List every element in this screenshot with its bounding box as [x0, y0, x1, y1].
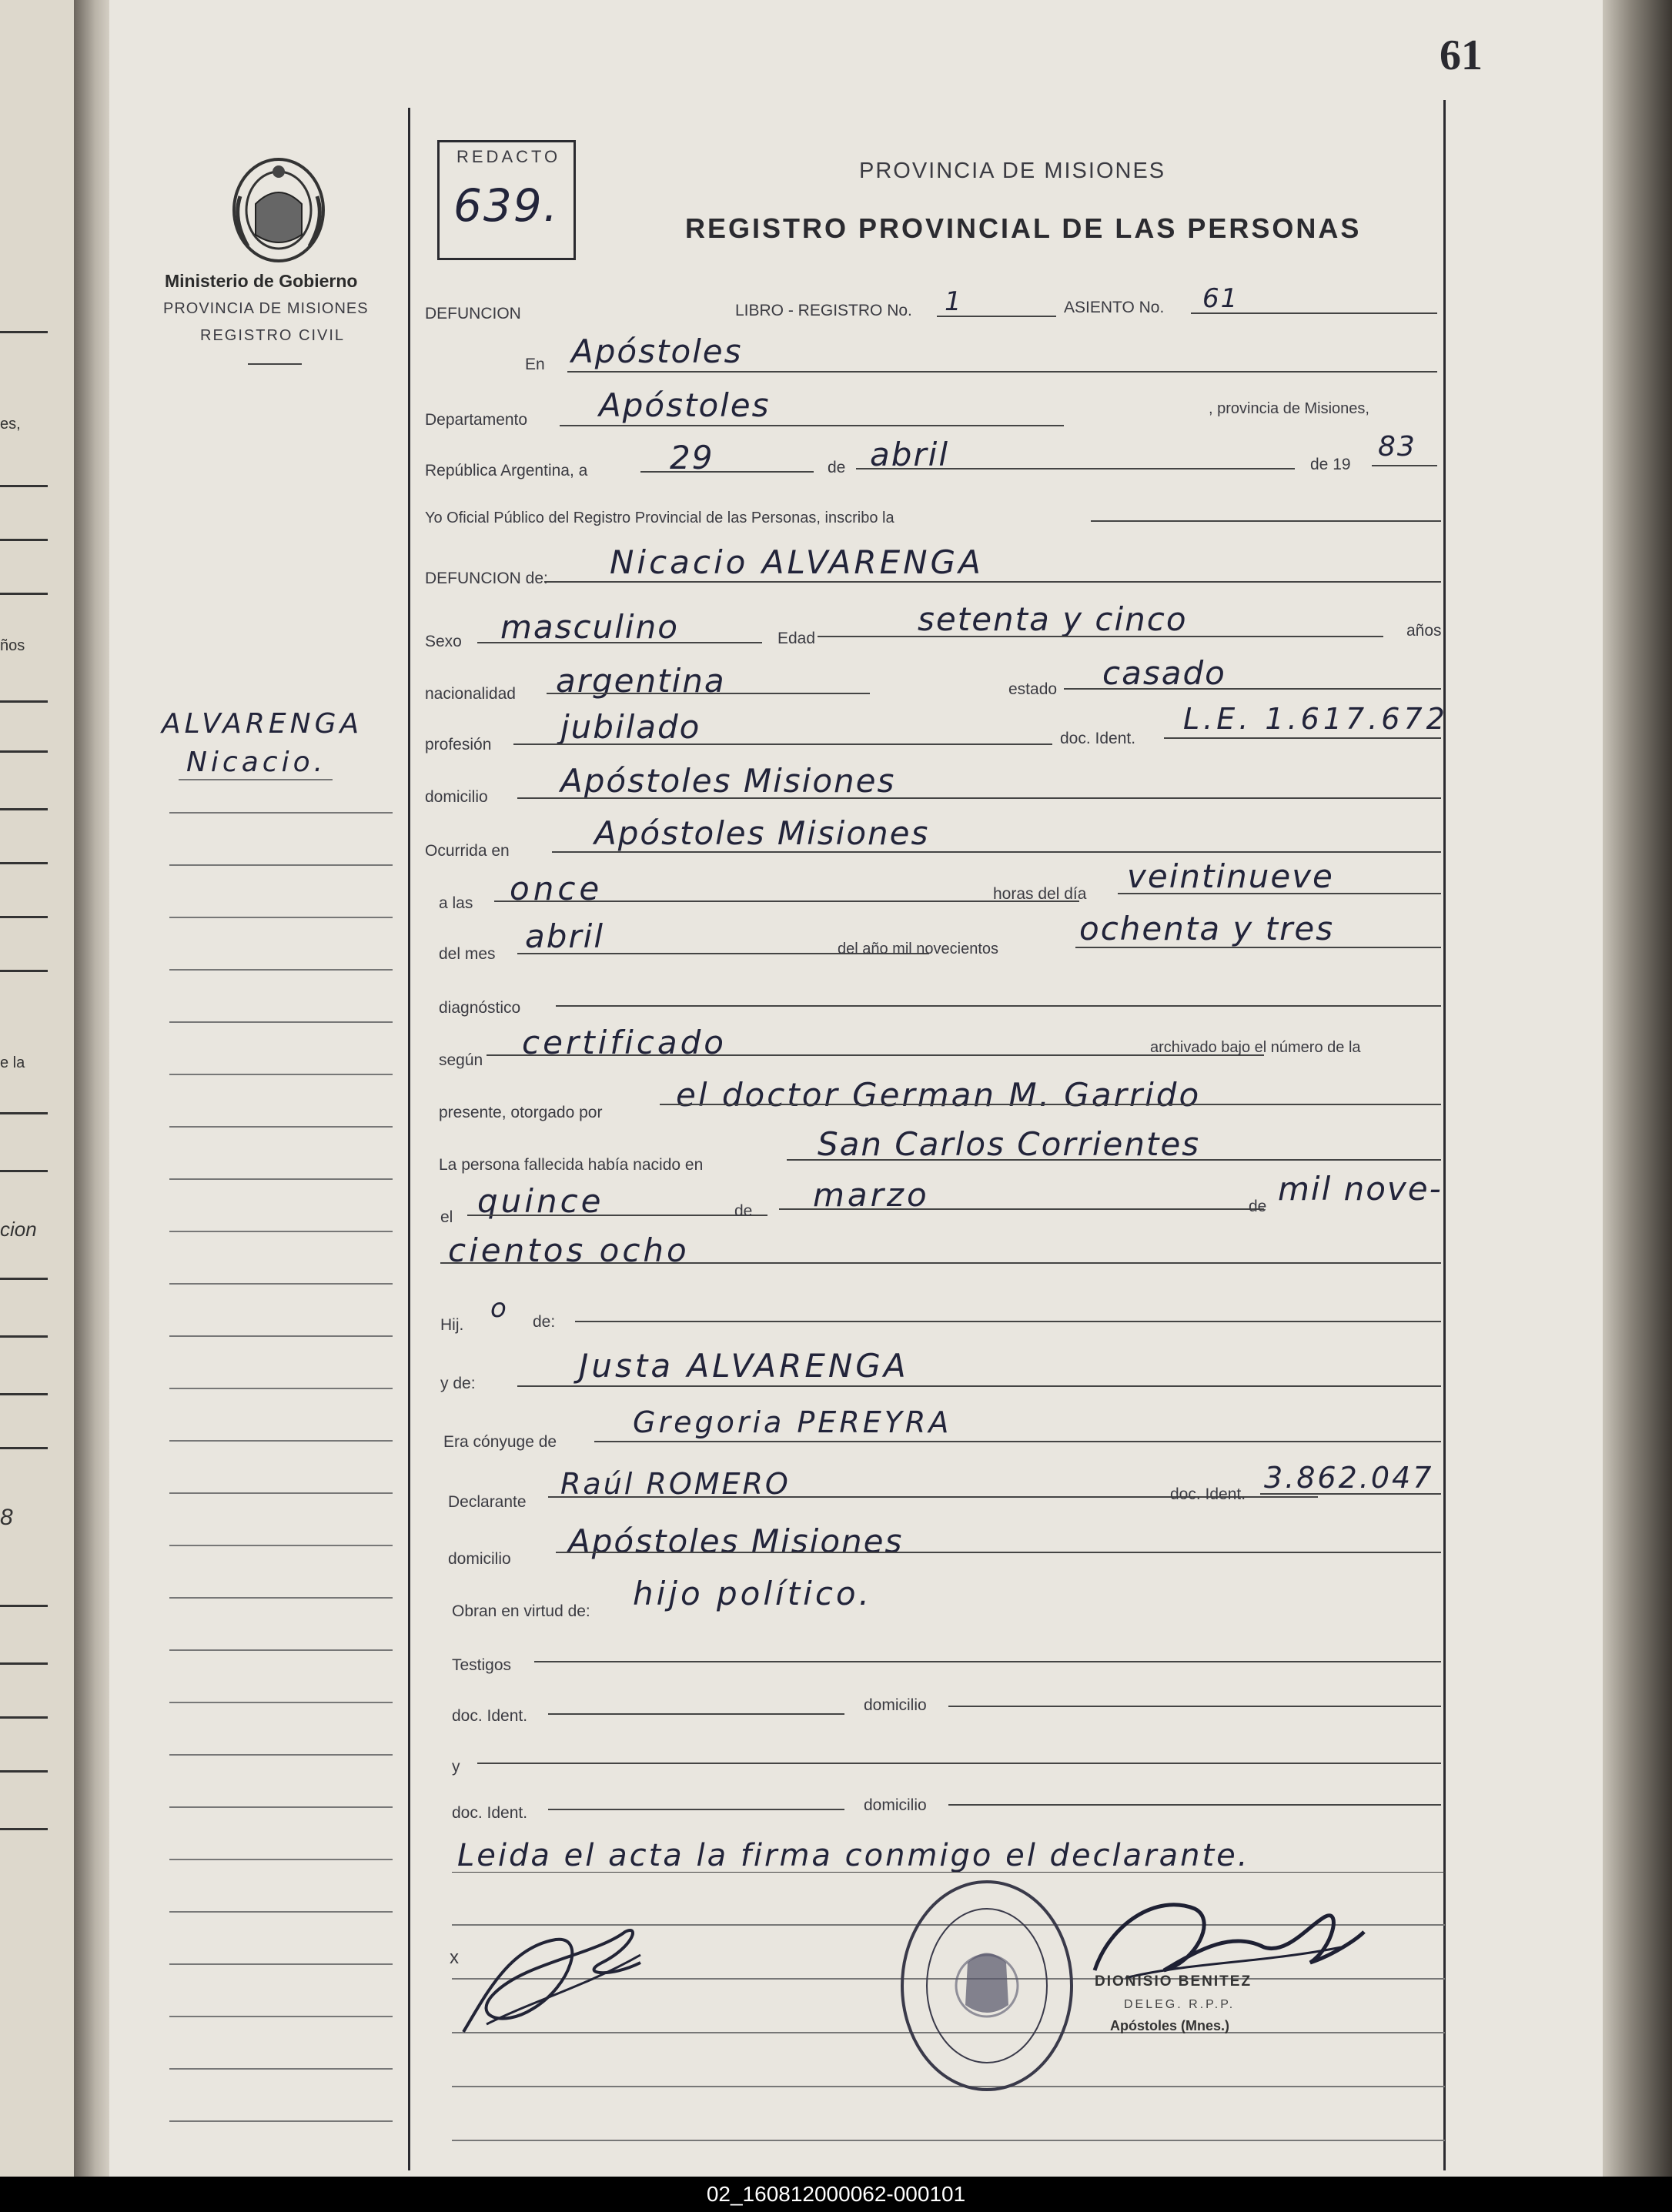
hijo-underline — [575, 1321, 1441, 1322]
de-label-3: de — [1249, 1198, 1267, 1215]
left-page-fragment: ños — [0, 637, 25, 654]
stamp-role: DELEG. R.P.P. — [1124, 1998, 1236, 2011]
edad-value: setenta y cinco — [918, 600, 1188, 638]
doc-ident-3-label: doc. Ident. — [452, 1707, 528, 1725]
nombre-underline — [544, 581, 1441, 583]
left-page-rule — [0, 1112, 48, 1114]
domicilio-underline — [517, 797, 1441, 799]
segun-value: certificado — [522, 1024, 727, 1061]
mes-nac-underline — [779, 1208, 1264, 1210]
margin-rule — [169, 1126, 393, 1128]
title-province: PROVINCIA DE MISIONES — [859, 159, 1166, 183]
mes-underline — [856, 468, 1295, 469]
ministry-province: PROVINCIA DE MISIONES — [163, 300, 369, 317]
presente-label: presente, otorgado por — [439, 1104, 603, 1121]
lugar-nac-value: San Carlos Corrientes — [818, 1125, 1201, 1163]
domicilio-decl-underline — [556, 1552, 1441, 1553]
margin-rule — [169, 2016, 393, 2017]
estado-label: estado — [1008, 680, 1058, 698]
margin-rule — [169, 1911, 393, 1913]
oficial-underline — [1091, 520, 1441, 522]
left-page-rule — [0, 539, 48, 541]
title-registry: REGISTRO PROVINCIAL DE LAS PERSONAS — [685, 212, 1362, 244]
margin-rule — [169, 1649, 393, 1651]
estado-value: casado — [1102, 654, 1226, 692]
de-label-2: de — [734, 1202, 753, 1220]
doc-underline — [1164, 737, 1441, 739]
en-underline — [567, 371, 1437, 373]
ano-nac-value-1: mil nove- — [1278, 1170, 1443, 1208]
testigo2-domicilio-underline — [948, 1804, 1441, 1806]
estado-underline — [1064, 688, 1441, 690]
testigos-label: Testigos — [452, 1656, 512, 1674]
del-ano-label: del año mil novecientos — [838, 941, 999, 957]
book-gutter — [74, 0, 109, 2177]
mes-letras-value: abril — [525, 917, 605, 955]
del-mes-label: del mes — [439, 945, 496, 963]
ministry-registry: REGISTRO CIVIL — [200, 327, 346, 344]
margin-surname: ALVARENGA — [162, 708, 363, 740]
margin-rule — [169, 1021, 393, 1023]
conyuge-value: Gregoria PEREYRA — [633, 1405, 952, 1439]
page-number: 61 — [1440, 32, 1483, 79]
y-label: y — [452, 1758, 460, 1776]
dia-underline — [640, 471, 814, 473]
provincia-label: , provincia de Misiones, — [1209, 400, 1369, 417]
ano-value: 83 — [1378, 431, 1416, 463]
departamento-label: Departamento — [425, 411, 528, 429]
nacido-label: La persona fallecida había nacido en — [439, 1156, 704, 1174]
hijo-label: Hij. — [440, 1316, 464, 1334]
left-page-rule — [0, 1605, 48, 1607]
left-page-rule — [0, 1662, 48, 1665]
left-page-rule — [0, 916, 48, 918]
margin-rule — [169, 1440, 393, 1442]
asiento-underline — [1191, 312, 1437, 314]
en-value: Apóstoles — [571, 332, 743, 370]
departamento-underline — [560, 425, 1064, 426]
margin-rule — [169, 1231, 393, 1232]
nacionalidad-underline — [547, 693, 870, 694]
asiento-label: ASIENTO No. — [1064, 299, 1165, 316]
testigo1-domicilio-underline — [948, 1706, 1441, 1707]
ministry-name: Ministerio de Gobierno — [165, 271, 358, 291]
margin-rule — [169, 1963, 393, 1965]
ano-nac-underline — [440, 1262, 1441, 1264]
republica-label: República Argentina, a — [425, 462, 588, 479]
footer-document-id: 02_160812000062-000101 — [706, 2182, 966, 2206]
domicilio-3-label: domicilio — [864, 1696, 927, 1714]
doc-decl-underline — [1260, 1493, 1441, 1495]
medico-value: el doctor German M. Garrido — [676, 1076, 1202, 1114]
left-page-rule — [0, 1278, 48, 1280]
domicilio-value: Apóstoles Misiones — [560, 762, 896, 800]
lugar-nac-underline — [787, 1159, 1441, 1161]
left-page-rule — [0, 485, 48, 487]
register-page — [109, 0, 1603, 2177]
segun-underline — [487, 1054, 1264, 1056]
doc-value: L.E. 1.617.672 — [1183, 702, 1449, 736]
official-seal — [895, 1870, 1079, 2101]
doc-ident-2-label: doc. Ident. — [1170, 1485, 1246, 1503]
nacionalidad-label: nacionalidad — [425, 685, 516, 703]
ocurrida-value: Apóstoles Misiones — [594, 814, 930, 852]
profesion-underline — [513, 743, 1052, 745]
left-page-rule — [0, 1447, 48, 1449]
doc-ident-label: doc. Ident. — [1060, 730, 1136, 747]
margin-rule — [169, 1545, 393, 1546]
ano-underline — [1372, 465, 1437, 466]
ano-letras-underline — [1075, 947, 1441, 948]
madre-underline — [517, 1385, 1441, 1387]
defuncion-header: DEFUNCION — [425, 305, 521, 322]
profesion-label: profesión — [425, 736, 492, 753]
margin-rule — [169, 2120, 393, 2122]
closing-statement: Leida el acta la firma conmigo el declarante. — [457, 1838, 1250, 1873]
dia-value: 29 — [670, 439, 714, 476]
conyuge-underline — [594, 1441, 1441, 1442]
declarante-value: Raúl ROMERO — [560, 1467, 791, 1501]
redacto-label: REDACTO — [456, 147, 561, 166]
margin-rule — [169, 969, 393, 971]
hora-value: once — [510, 870, 604, 907]
hijo-value: o — [490, 1293, 508, 1324]
doc-ident-4-label: doc. Ident. — [452, 1804, 528, 1822]
stamp-place: Apóstoles (Mnes.) — [1110, 2018, 1230, 2033]
medico-underline — [660, 1104, 1441, 1105]
dia-letras-value: veintinueve — [1127, 857, 1334, 895]
defuncion-de-label: DEFUNCION de: — [425, 570, 548, 587]
margin-rule — [169, 1388, 393, 1389]
de-label-1: de — [828, 459, 846, 476]
margin-rule — [169, 1283, 393, 1285]
dia-letras-underline — [1118, 893, 1441, 894]
left-page-rule — [0, 1828, 48, 1830]
coat-of-arms-icon — [225, 150, 333, 266]
conyuge-label: Era cónyuge de — [443, 1433, 557, 1451]
x-mark: x — [450, 1947, 459, 1968]
ministry-divider — [248, 363, 302, 365]
left-page-rule — [0, 862, 48, 864]
margin-rule — [169, 917, 393, 918]
anos-label: años — [1406, 622, 1442, 640]
obran-value: hijo político. — [633, 1575, 872, 1612]
el-label: el — [440, 1208, 453, 1226]
left-page-rule — [0, 1393, 48, 1395]
oficial-label: Yo Oficial Público del Registro Provincial de las Personas, inscribo la — [425, 510, 895, 526]
ano-nac-value-2: cientos ocho — [448, 1231, 690, 1269]
redacto-box — [437, 140, 576, 260]
margin-rule — [169, 1597, 393, 1599]
margin-rule — [169, 1806, 393, 1808]
left-page-rule — [0, 970, 48, 972]
margin-rule — [169, 812, 393, 814]
domicilio-4-label: domicilio — [864, 1796, 927, 1814]
signature-rule — [452, 2140, 1445, 2141]
segun-label: según — [439, 1051, 483, 1069]
a-las-label: a las — [439, 894, 473, 912]
profesion-value: jubilado — [560, 708, 701, 746]
left-page-rule — [0, 331, 48, 333]
diagnostico-underline — [556, 1005, 1441, 1007]
left-page-rule — [0, 1335, 48, 1338]
left-page-fragment: cion — [0, 1218, 37, 1241]
left-page-rule — [0, 1770, 48, 1773]
ocurrida-label: Ocurrida en — [425, 842, 510, 860]
page-edge — [1603, 0, 1672, 2177]
frame-line-left — [408, 108, 410, 2170]
redacto-number: 639. — [453, 179, 560, 232]
margin-rule — [169, 1335, 393, 1337]
mes-nac-value: marzo — [813, 1176, 930, 1214]
dia-nac-value: quince — [477, 1182, 604, 1220]
hora-underline — [494, 901, 1079, 902]
de-19-label: de 19 — [1310, 456, 1351, 473]
left-page-rule — [0, 808, 48, 810]
left-page-rule — [0, 700, 48, 703]
ocurrida-underline — [552, 851, 1441, 853]
left-page-rule — [0, 1716, 48, 1719]
departamento-value: Apóstoles — [599, 386, 771, 424]
margin-rule — [169, 1702, 393, 1703]
testigo2-doc-underline — [548, 1809, 844, 1810]
left-page-rule — [0, 1170, 48, 1172]
testigo2-underline — [477, 1763, 1441, 1764]
nombre-value: Nicacio ALVARENGA — [610, 543, 984, 581]
en-label: En — [525, 356, 545, 373]
diagnostico-label: diagnóstico — [439, 999, 521, 1017]
declarant-signature — [440, 1901, 702, 2055]
frame-line-right — [1443, 100, 1446, 2170]
testigo1-doc-underline — [548, 1713, 844, 1715]
stamp-name: DIONISIO BENITEZ — [1095, 1973, 1252, 1990]
domicilio-decl-label: domicilio — [448, 1550, 511, 1568]
domicilio-decl-value: Apóstoles Misiones — [568, 1522, 904, 1560]
y-de-label: y de: — [440, 1375, 476, 1392]
footer-bar — [0, 2177, 1672, 2212]
left-page-fragment: es, — [0, 416, 21, 433]
doc-decl-value: 3.862.047 — [1264, 1461, 1434, 1495]
margin-rule — [169, 1074, 393, 1075]
testigos-underline — [534, 1661, 1441, 1662]
ano-letras-value: ochenta y tres — [1079, 910, 1335, 947]
hijo-de-label: de: — [533, 1313, 556, 1331]
margin-rule — [169, 2068, 393, 2070]
edad-underline — [818, 636, 1383, 637]
left-page-fragment: 8 — [0, 1505, 13, 1530]
left-page-fragment: e la — [0, 1054, 25, 1071]
edad-label: Edad — [777, 630, 816, 647]
margin-rule — [169, 864, 393, 866]
left-page-edge — [0, 0, 76, 2177]
libro-label: LIBRO - REGISTRO No. — [735, 302, 912, 319]
margin-given-name: Nicacio. — [186, 747, 327, 778]
margin-rule — [169, 1754, 393, 1756]
margin-underline — [179, 779, 333, 780]
asiento-value: 61 — [1202, 283, 1239, 314]
registrar-signature — [1079, 1878, 1372, 2017]
libro-value: 1 — [945, 286, 963, 317]
left-page-rule — [0, 750, 48, 753]
sexo-label: Sexo — [425, 633, 462, 650]
left-page-rule — [0, 593, 48, 595]
margin-rule — [169, 1178, 393, 1180]
dia-nac-underline — [467, 1215, 767, 1216]
declarante-label: Declarante — [448, 1493, 527, 1511]
sexo-value: masculino — [500, 608, 679, 646]
horas-label: horas del día — [993, 885, 1087, 903]
mes-value: abril — [870, 436, 950, 473]
margin-rule — [169, 1859, 393, 1860]
archivado-label: archivado bajo el número de la — [1150, 1039, 1361, 1056]
nacionalidad-value: argentina — [556, 662, 726, 700]
obran-label: Obran en virtud de: — [452, 1602, 590, 1620]
sexo-underline — [477, 642, 762, 643]
libro-underline — [937, 316, 1056, 317]
margin-rule — [169, 1492, 393, 1494]
madre-value: Justa ALVARENGA — [579, 1347, 909, 1385]
domicilio-label: domicilio — [425, 788, 488, 806]
